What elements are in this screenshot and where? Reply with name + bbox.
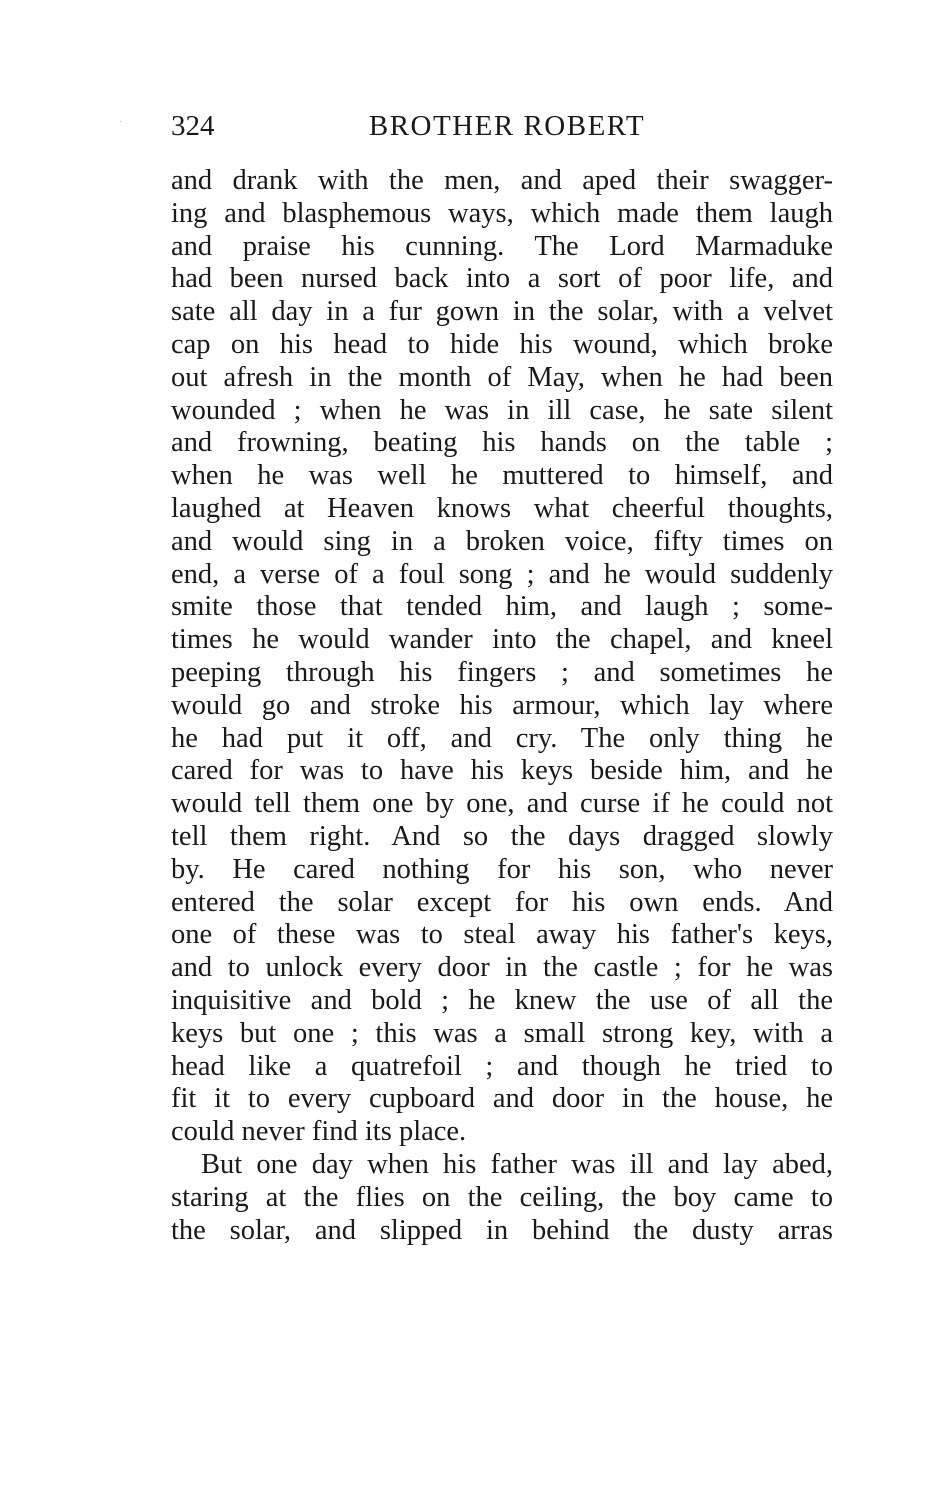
- text-line: the solar, and slipped in behind the dusty arras: [171, 1214, 833, 1246]
- text-line: peeping through his fingers ; and sometimes he: [171, 656, 833, 688]
- text-line: keys but one ; this was a small strong key, with a: [171, 1017, 833, 1049]
- text-line: would go and stroke his armour, which lay where: [171, 689, 833, 721]
- text-line: by. He cared nothing for his son, who never: [171, 853, 833, 885]
- text-line: sate all day in a fur gown in the solar, with a velvet: [171, 296, 833, 328]
- text-line: head like a quatrefoil ; and though he tried to: [171, 1050, 833, 1082]
- text-line: tell them right. And so the days dragged slowly: [171, 820, 833, 852]
- text-line: and drank with the men, and aped their swagger-: [171, 165, 833, 196]
- text-line: smite those that tended him, and laugh ; some-: [171, 591, 833, 623]
- body-text: [171, 165, 833, 1247]
- text-line: cap on his head to hide his wound, which broke: [171, 328, 833, 360]
- text-line: could never find its place.: [171, 1116, 467, 1148]
- text-line: would tell them one by one, and curse if he could not: [171, 788, 833, 820]
- text-line: had been nursed back into a sort of poor life, and: [171, 263, 833, 295]
- text-line: ing and blasphemous ways, which made them laugh: [171, 197, 833, 229]
- text-line: one of these was to steal away his father's keys,: [171, 919, 833, 951]
- text-line: and would sing in a broken voice, fifty times on: [171, 525, 833, 557]
- text-line: But one day when his father was ill and lay abed,: [201, 1148, 833, 1180]
- text-line: staring at the flies on the ceiling, the boy came to: [171, 1181, 833, 1213]
- page-number: 324: [171, 110, 215, 142]
- text-line: and frowning, beating his hands on the table ;: [171, 427, 833, 459]
- text-line: and to unlock every door in the castle ; for he was: [171, 952, 833, 984]
- text-line: and praise his cunning. The Lord Marmaduke: [171, 230, 833, 262]
- running-title: BROTHER ROBERT: [368, 110, 646, 142]
- text-line: times he would wander into the chapel, and kneel: [171, 624, 833, 656]
- text-line: inquisitive and bold ; he knew the use of all the: [171, 984, 833, 1016]
- paper-speck: [120, 121, 121, 122]
- text-line: cared for was to have his keys beside him, and he: [171, 755, 833, 787]
- running-head: [171, 104, 833, 148]
- text-line: entered the solar except for his own ends. And: [171, 886, 833, 918]
- text-line: laughed at Heaven knows what cheerful thoughts,: [171, 492, 833, 524]
- paragraph: [171, 165, 833, 1149]
- text-line: he had put it off, and cry. The only thing he: [171, 722, 833, 754]
- text-line: fit it to every cupboard and door in the house, he: [171, 1083, 833, 1115]
- text-line: out afresh in the month of May, when he had been: [171, 361, 833, 393]
- text-line: when he was well he muttered to himself, and: [171, 460, 833, 492]
- text-line: wounded ; when he was in ill case, he sate silent: [171, 394, 833, 426]
- paragraph: [171, 1149, 833, 1247]
- text-line: end, a verse of a foul song ; and he would suddenly: [171, 558, 833, 590]
